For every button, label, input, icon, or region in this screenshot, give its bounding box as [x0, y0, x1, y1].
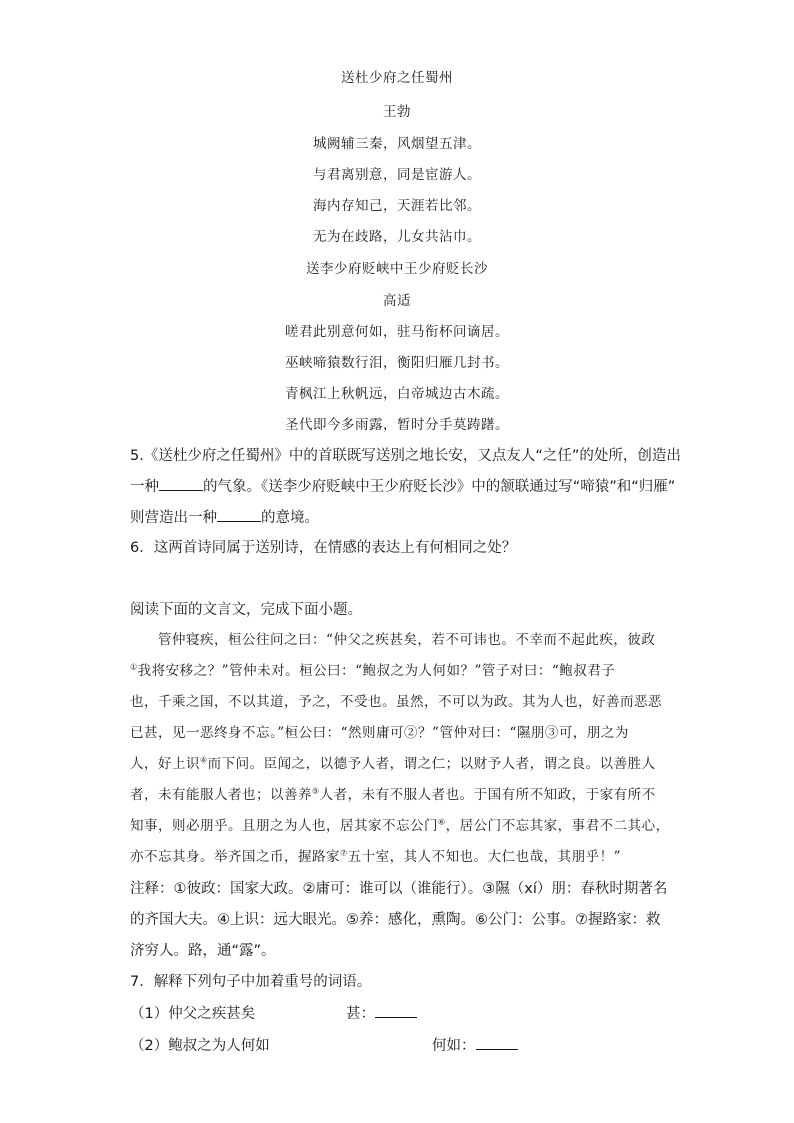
poem1-line: 与君离别意，同是宦游人。: [313, 167, 481, 183]
passage-text: 亦不忘其身。举齐国之币，握路家: [130, 849, 340, 865]
question-5-line: [130, 475, 675, 496]
poem2-line: 嗟君此别意何如，驻马衔杯问谪居。: [285, 324, 509, 340]
footnote-marker: ⑥: [438, 817, 446, 827]
question-5-text: 的意境。: [261, 510, 319, 526]
poem1-line: 城阙辅三秦，风烟望五津。: [313, 136, 481, 152]
poem1-title: 送杜少府之任蜀州: [341, 70, 453, 86]
passage-text: 而下问。臣闻之，以德予人者，谓之仁；以财予人者，谓之良。以善胜人: [207, 756, 656, 772]
footnote-marker: ⑤: [312, 786, 320, 796]
passage-line: [130, 752, 656, 772]
passage-text: ，居公门不忘其家，事君不二其心，: [445, 818, 670, 834]
passage-line: [130, 814, 670, 834]
question-5-text: 的气象。《送李少府贬峡中王少府贬长沙》中的颔联通过写“啼猿”和“归雁”: [203, 479, 676, 495]
answer-blank[interactable]: [476, 1048, 518, 1050]
passage-text: 五十室，其人不知也。大仁也哉，其朋乎！”: [347, 849, 622, 865]
footnote-marker: ①: [130, 662, 138, 672]
poem2-title: 送李少府贬峡中王少府贬长沙: [306, 261, 488, 277]
question-7-item-1: （1）仲父之疾甚矣: [130, 1006, 256, 1022]
poem2-line: 青枫江上秋帆远，白帝城边古木疏。: [285, 386, 509, 402]
reading-instruction: 阅读下面的文言文，完成下面小题。: [130, 602, 362, 618]
footnote-marker: ⑦: [340, 848, 348, 858]
target-word: 甚：: [346, 1006, 375, 1022]
poem2-author: 高适: [383, 293, 411, 309]
answer-blank[interactable]: [217, 520, 261, 522]
poem1-line: 无为在歧路，儿女共沾巾。: [313, 229, 481, 245]
question-6: 6．这两首诗同属于送别诗，在情感的表达上有何相同之处？: [130, 540, 517, 556]
question-5-text: 一种: [130, 479, 159, 495]
poem1-author: 王勃: [383, 104, 411, 120]
question-7-item-1-answer: [346, 1002, 417, 1023]
poem2-line: 巫峡啼猿数行泪，衡阳归雁几封书。: [285, 355, 509, 371]
passage-line: [130, 783, 656, 803]
question-7-title: 7．解释下列句子中加着重号的词语。: [130, 974, 372, 990]
question-5-text: 则营造出一种: [130, 510, 217, 526]
target-word: 何如：: [432, 1038, 476, 1054]
passage-line: 已甚，见一恶终身不忘。”桓公曰：“然则庸可②？”管仲对曰：“隰朋③可，朋之为: [130, 725, 629, 741]
answer-blank[interactable]: [375, 1016, 417, 1018]
annotation-line: 济穷人。路，通“露”。: [130, 943, 276, 959]
question-7-item-2-answer: [432, 1034, 518, 1055]
passage-text: 人者，未有不服人者也。于国有所不知政，于家有所不: [319, 787, 656, 803]
passage-text: 我将安移之？”管仲未对。桓公曰：“鲍叔之为人何如？”管子对曰：“鲍叔君子: [137, 663, 616, 679]
passage-text: 知事，则必朋乎。且朋之为人也，居其家不忘公门: [130, 818, 438, 834]
annotation-line: 的齐国大夫。④上识：远大眼光。⑤养：感化，熏陶。⑥公门：公事。⑦握路家：救: [130, 912, 661, 928]
question-5-line: [130, 506, 319, 527]
poem2-line: 圣代即今多雨露，暂时分手莫踌躇。: [285, 417, 509, 433]
passage-line: [130, 659, 615, 679]
answer-blank[interactable]: [159, 489, 203, 491]
passage-text: 人，好上识: [130, 756, 200, 772]
passage-text: 者，未有能服人者也；以善养: [130, 787, 312, 803]
passage-line: 也，千乘之国，不以其道，予之，不受也。虽然，不可以为政。其为人也，好善而恶恶: [130, 694, 662, 710]
passage-line: [130, 845, 621, 865]
question-7-item-2: （2）鲍叔之为人何如: [130, 1038, 270, 1054]
question-5-line: 5.《送杜少府之任蜀州》中的首联既写送别之地长安，又点友人“之任”的处所，创造出: [130, 448, 681, 464]
annotation-line: 注释：①彼政：国家大政。②庸可：谁可以（谁能行）。③隰（xí）朋：春秋时期著名: [130, 881, 668, 897]
footnote-marker: ④: [200, 755, 208, 765]
poem1-line: 海内存知己，天涯若比邻。: [313, 198, 481, 214]
passage-line: 管仲寝疾，桓公往问之曰：“仲父之疾甚矣，若不可讳也。不幸而不起此疾，彼政: [158, 632, 656, 648]
